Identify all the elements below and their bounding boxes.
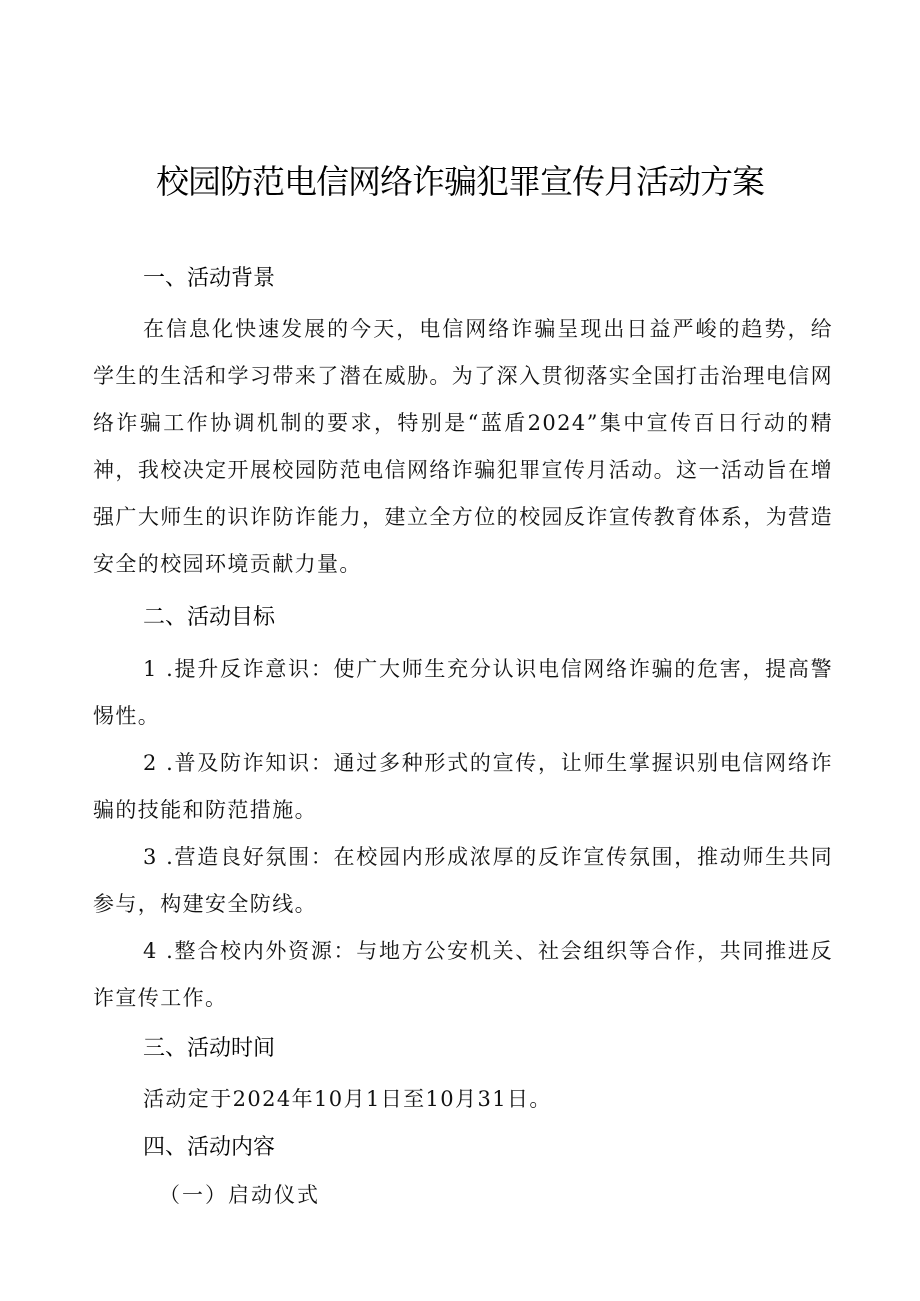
goal-item-2: 2 .普及防诈知识：通过多种形式的宣传，让师生掌握识别电信网络诈骗的技能和防范措施。 [93,751,833,822]
background-paragraph: 在信息化快速发展的今天，电信网络诈骗呈现出日益严峻的趋势，给学生的生活和学习带来了潜在威胁。为了深入贯彻落实全国打击治理电信网络诈骗工作协调机制的要求，特别是“蓝盾2024”集中宣传百日行动的精神，我校决定开展校园防范电信网络诈骗犯罪宣传月活动。这一活动旨在增强广大师生的识诈防诈能力，建立全方位的校园反诈宣传教育体系，为营造安全的校园环境贡献力量。 [93,317,833,576]
goal-item-1: 1 .提升反诈意识：使广大师生充分认识电信网络诈骗的危害，提高警惕性。 [93,657,833,728]
subsection-heading-launch: （一）启动仪式 [159,1183,320,1207]
document-title: 校园防范电信网络诈骗犯罪宣传月活动方案 [156,162,764,201]
section-heading-content: 四、活动内容 [143,1135,276,1160]
goal-item-4: 4 .整合校内外资源：与地方公安机关、社会组织等合作，共同推进反诈宣传工作。 [93,939,833,1010]
goal-item-3: 3 .营造良好氛围：在校园内形成浓厚的反诈宣传氛围，推动师生共同参与，构建安全防线。 [93,845,833,916]
section-heading-background: 一、活动背景 [143,266,276,291]
time-paragraph: 活动定于2024年10月1日至10月31日。 [143,1087,552,1111]
section-heading-goals: 二、活动目标 [143,605,276,630]
section-heading-time: 三、活动时间 [143,1036,276,1061]
